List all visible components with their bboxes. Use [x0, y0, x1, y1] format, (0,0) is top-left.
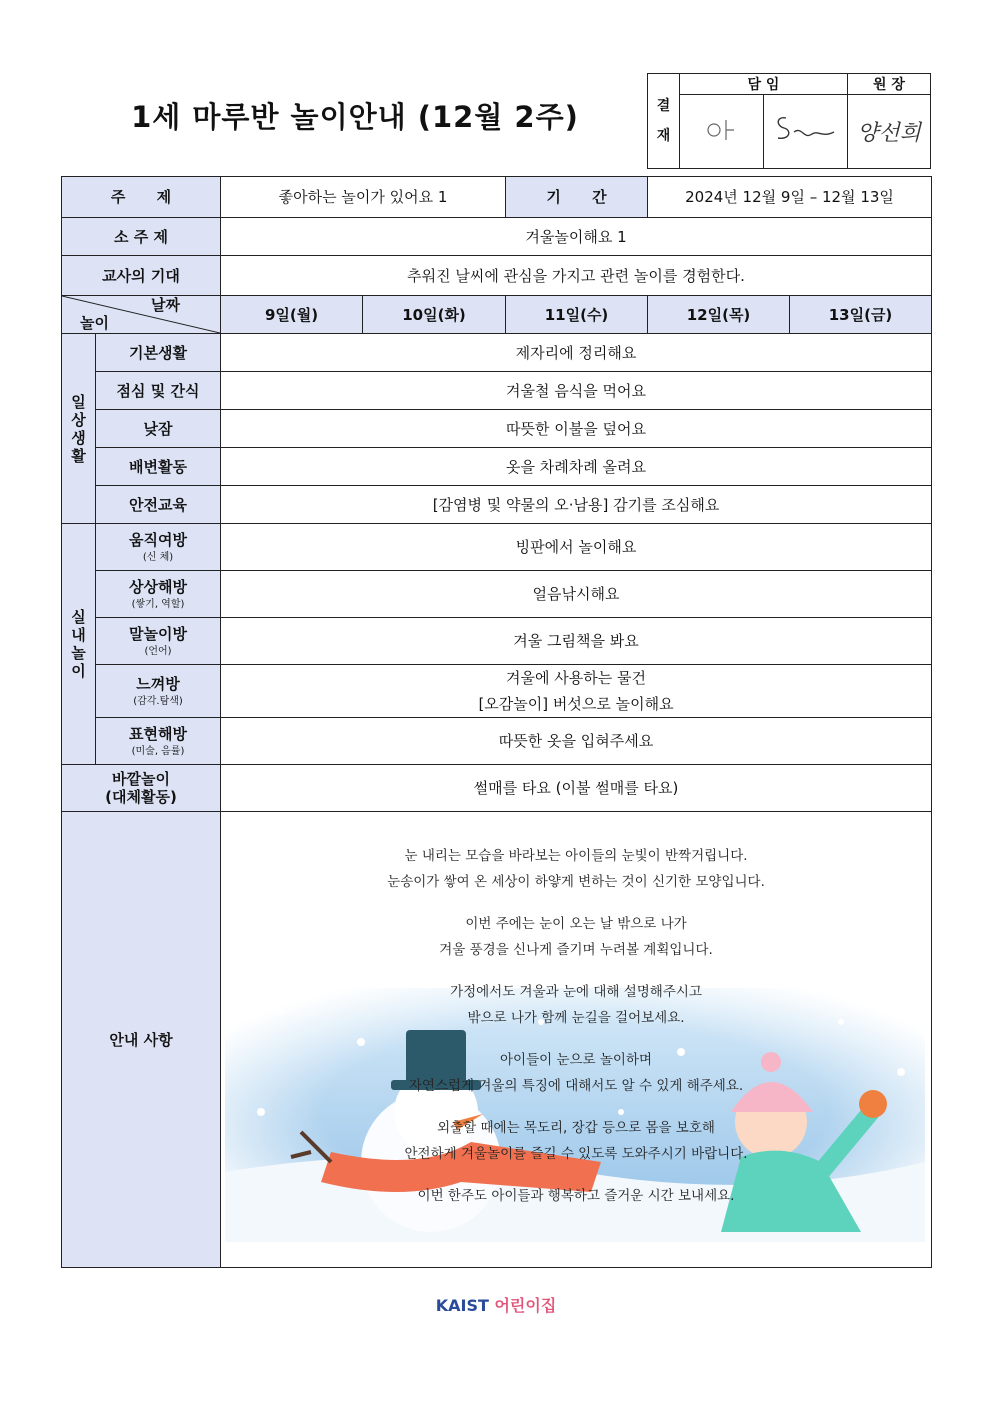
notice-line: 눈 내리는 모습을 바라보는 아이들의 눈빛이 반짝거립니다.	[404, 848, 748, 864]
indoor-room-name: 움직여방	[129, 530, 187, 549]
notice-line: 가정에서도 겨울과 눈에 대해 설명해주시고	[450, 984, 702, 1000]
daily-label: 안전교육	[96, 486, 221, 524]
daily-label: 점심 및 간식	[96, 372, 221, 410]
subtheme-value: 겨울놀이해요 1	[221, 218, 932, 256]
date-play-corner	[62, 296, 221, 334]
indoor-label	[96, 571, 221, 618]
indoor-room-sub: (감각.탐색)	[133, 695, 183, 707]
director-header: 원 장	[848, 74, 931, 95]
approval-label-bottom: 재	[656, 128, 671, 144]
footer-suffix: 어린이집	[494, 1296, 557, 1315]
notice-line: 밖으로 나가 함께 눈길을 걸어보세요.	[467, 1009, 685, 1026]
indoor-value	[221, 665, 932, 718]
daily-label: 기본생활	[96, 334, 221, 372]
period-label: 기 간	[506, 177, 648, 218]
notice-line: 자연스럽게 겨울의 특징에 대해서도 알 수 있게 해주세요.	[408, 1077, 744, 1094]
homeroom-signature-1	[680, 95, 764, 169]
notice-label: 안내 사항	[62, 812, 221, 1268]
indoor-value: 따뜻한 옷을 입혀주세요	[221, 718, 932, 765]
indoor-value-line2: [오감놀이] 버섯으로 놀이해요	[478, 695, 674, 713]
theme-value: 좋아하는 놀이가 있어요 1	[221, 177, 506, 218]
indoor-label	[96, 665, 221, 718]
daily-value: 따뜻한 이불을 덮어요	[221, 410, 932, 448]
indoor-label	[96, 618, 221, 665]
notice-line: 아이들이 눈으로 놀이하며	[499, 1052, 653, 1068]
notice-line: 이번 한주도 아이들과 행복하고 즐거운 시간 보내세요.	[417, 1188, 735, 1204]
daily-value: 제자리에 정리해요	[221, 334, 932, 372]
signature-mark-2	[772, 110, 840, 150]
notice-message	[221, 844, 931, 1227]
day-thu: 12일(목)	[648, 296, 790, 334]
notice-line: 이번 주에는 눈이 오는 날 밖으로 나가	[465, 916, 687, 932]
period-value: 2024년 12월 9일 – 12월 13일	[648, 177, 932, 218]
outdoor-value: 썰매를 타요 (이불 썰매를 타요)	[221, 765, 932, 812]
daily-label: 배변활동	[96, 448, 221, 486]
indoor-label	[96, 718, 221, 765]
director-sign-text: 양선희	[857, 121, 921, 146]
notice-line: 외출할 때에는 목도리, 장갑 등으로 몸을 보호해	[437, 1120, 715, 1136]
approval-box	[647, 73, 931, 169]
outdoor-label-line1: 바깥놀이	[112, 770, 170, 788]
page-title: 1세 마루반 놀이안내 (12월 2주)	[131, 100, 579, 134]
notice-paragraph	[221, 980, 931, 1031]
indoor-room-name: 표현해방	[129, 724, 187, 743]
indoor-room-sub: (미술, 음률)	[131, 745, 185, 757]
notice-cell	[221, 812, 932, 1268]
indoor-value: 빙판에서 놀이해요	[221, 524, 932, 571]
notice-line: 겨울 풍경을 신나게 즐기며 누려볼 계획입니다.	[439, 941, 713, 958]
day-fri: 13일(금)	[790, 296, 932, 334]
footer-logo	[0, 1293, 992, 1316]
footer-brand: KAIST	[435, 1296, 489, 1315]
indoor-room-sub: (신 체)	[142, 551, 174, 563]
indoor-value: 얼음낚시해요	[221, 571, 932, 618]
plan-table	[61, 176, 932, 1268]
signature-mark-1	[702, 115, 742, 145]
notice-area	[221, 812, 931, 1264]
subtheme-label: 소 주 제	[62, 218, 221, 256]
notice-paragraph	[221, 844, 931, 895]
notice-paragraph	[221, 1184, 931, 1210]
day-mon: 9일(월)	[221, 296, 363, 334]
indoor-play-group: 실 내 놀 이	[62, 524, 96, 765]
indoor-label	[96, 524, 221, 571]
approval-label-top: 결	[656, 98, 671, 114]
homeroom-header: 담 임	[680, 74, 848, 95]
indoor-room-name: 말놀이방	[129, 624, 187, 643]
indoor-room-sub: (쌓기, 역할)	[131, 598, 185, 610]
approval-label	[648, 74, 680, 169]
theme-label: 주 제	[62, 177, 221, 218]
outdoor-label	[62, 765, 221, 812]
day-wed: 11일(수)	[506, 296, 648, 334]
play-label: 놀이	[80, 314, 109, 332]
daily-value: 겨울철 음식을 먹어요	[221, 372, 932, 410]
date-label: 날짜	[151, 296, 181, 314]
indoor-value: 겨울 그림책을 봐요	[221, 618, 932, 665]
daily-life-group: 일 상 생 활	[62, 334, 96, 524]
daily-value: 옷을 차례차례 올려요	[221, 448, 932, 486]
homeroom-signature-2	[764, 95, 848, 169]
indoor-room-sub: (언어)	[144, 645, 172, 657]
notice-line: 안전하게 겨울놀이를 즐길 수 있도록 도와주시기 바랍니다.	[404, 1145, 748, 1162]
expect-value: 추워진 날씨에 관심을 가지고 관련 놀이를 경험한다.	[221, 256, 932, 296]
day-tue: 10일(화)	[363, 296, 506, 334]
director-signature	[848, 95, 931, 169]
indoor-room-name: 상상해방	[129, 577, 187, 596]
notice-paragraph	[221, 1116, 931, 1167]
daily-value: [감염병 및 약물의 오·남용] 감기를 조심해요	[221, 486, 932, 524]
expect-label: 교사의 기대	[62, 256, 221, 296]
notice-line: 눈송이가 쌓여 온 세상이 하얗게 변하는 것이 신기한 모양입니다.	[387, 873, 765, 890]
indoor-room-name: 느껴방	[136, 674, 180, 693]
daily-label: 낮잠	[96, 410, 221, 448]
outdoor-label-line2: (대체활동)	[105, 788, 177, 806]
indoor-value-line1: 겨울에 사용하는 물건	[506, 669, 646, 687]
notice-paragraph	[221, 1048, 931, 1099]
notice-paragraph	[221, 912, 931, 963]
